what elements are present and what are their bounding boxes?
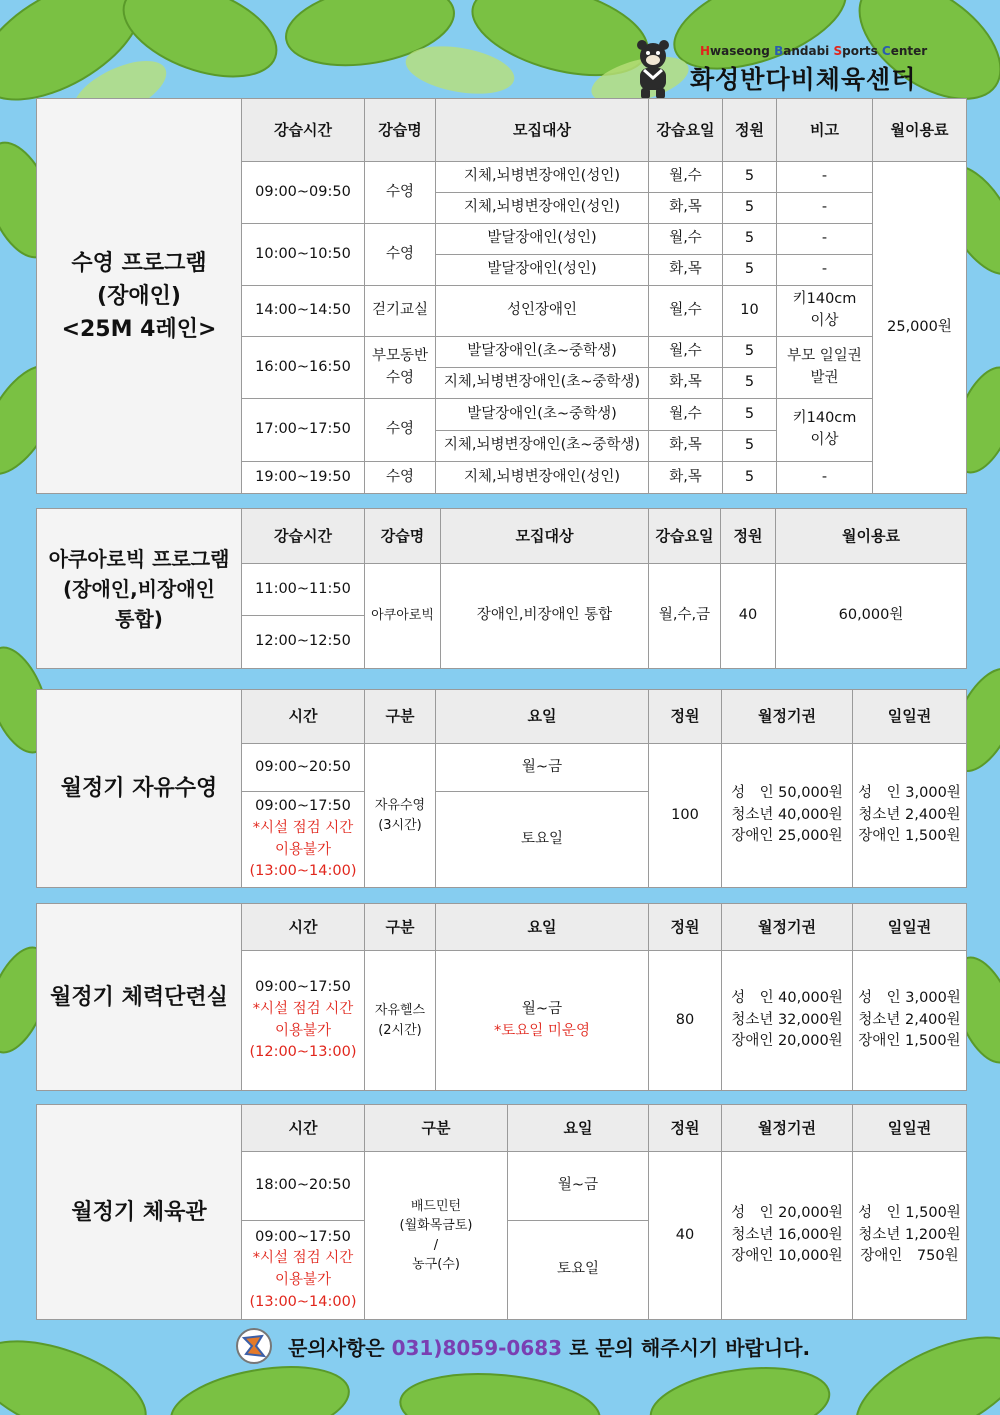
maintenance-notice: *시설 점검 시간 이용불가 (12:00~13:00)	[249, 1000, 357, 1061]
swim-days: 화,목	[669, 374, 702, 391]
swim-capacity: 5	[744, 168, 755, 185]
contact-phone-number[interactable]: 031)8059-0683	[391, 1336, 563, 1360]
hall-monthly-pass: 성 인 20,000원 청소년 16,000원 장애인 10,000원	[731, 1204, 843, 1265]
swim-target: 성인장애인	[506, 302, 578, 319]
swim-note: 부모 일일권 발권	[787, 347, 862, 386]
aquarobic-program-table	[36, 508, 967, 669]
swim-note: 키140cm 이상	[792, 410, 857, 448]
swim-time: 09:00~09:50	[255, 183, 351, 200]
hall-daily-pass: 성 인 1,500원 청소년 1,200원 장애인 750원	[858, 1204, 961, 1265]
free-swim-time: 09:00~17:50	[255, 798, 351, 814]
hall-time-weekday: 18:00~20:50	[255, 1177, 351, 1194]
header-days: 강습요일	[649, 509, 720, 563]
free-swim-day-saturday: 토요일	[520, 830, 564, 847]
swim-days: 월,수	[669, 302, 702, 319]
header-category: 구분	[365, 690, 435, 743]
aquarobic-program-title: 아쿠아로빅 프로그램 (장애인,비장애인 통합)	[37, 509, 242, 668]
free-swim-daily-pass: 성 인 3,000원 청소년 2,400원 장애인 1,500원	[858, 784, 961, 845]
swim-days: 월,수	[669, 343, 702, 360]
maintenance-notice: *시설 점검 시간 이용불가 (13:00~14:00)	[249, 1250, 357, 1310]
swim-target: 지체,뇌병변장애인(성인)	[464, 168, 620, 185]
header-class-time: 강습시간	[242, 509, 364, 563]
swim-days: 화,목	[669, 437, 702, 454]
maintenance-notice: *시설 점검 시간 이용불가 (13:00~14:00)	[249, 819, 357, 880]
header-capacity: 정원	[649, 1105, 721, 1151]
swim-time: 16:00~16:50	[255, 358, 351, 375]
swim-class-name: 수영	[385, 468, 414, 485]
swim-target: 발달장애인(성인)	[487, 261, 597, 278]
header-time: 시간	[242, 904, 364, 950]
swim-target: 지체,뇌병변장애인(초~중학생)	[443, 374, 641, 391]
swim-note: -	[821, 230, 828, 247]
bear-mascot-icon	[630, 40, 676, 100]
swim-time: 17:00~17:50	[255, 421, 351, 438]
gym-time	[242, 951, 364, 1090]
swim-note: -	[821, 199, 828, 216]
header-target: 모집대상	[441, 509, 648, 563]
swim-days: 화,목	[669, 199, 702, 216]
gym-daily-pass: 성 인 3,000원 청소년 2,400원 장애인 1,500원	[858, 989, 961, 1050]
swim-days: 월,수	[669, 230, 702, 247]
monthly-gymnasium-title: 월정기 체육관	[37, 1105, 242, 1319]
swim-capacity: 5	[744, 405, 755, 422]
gym-category: 자유헬스 (2시간)	[374, 1003, 426, 1038]
swim-capacity: 5	[744, 230, 755, 247]
header-monthly-pass: 월정기권	[722, 1105, 852, 1151]
gym-day-range: 월~금	[521, 1000, 563, 1017]
header-day: 요일	[436, 904, 648, 950]
swim-target: 발달장애인(초~중학생)	[467, 405, 617, 422]
swim-monthly-fee: 25,000원	[887, 318, 952, 335]
gym-monthly-pass: 성 인 40,000원 청소년 32,000원 장애인 20,000원	[731, 989, 843, 1050]
swim-capacity: 5	[744, 374, 755, 391]
brand-english-name: Hwaseong Bandabi Sports Center	[700, 44, 928, 58]
contact-footer	[0, 1324, 1000, 1364]
header-monthly-pass: 월정기권	[722, 904, 852, 950]
free-swim-capacity: 100	[671, 806, 699, 823]
header-capacity: 정원	[721, 509, 775, 563]
aquarobic-class-name: 아쿠아로빅	[371, 608, 434, 624]
swim-target: 발달장애인(성인)	[487, 230, 597, 247]
brand-header	[630, 40, 960, 100]
header-daily-pass: 일일권	[853, 904, 966, 950]
swim-days: 월,수	[669, 168, 702, 185]
swim-class-name: 부모동반 수영	[371, 347, 429, 386]
header-category: 구분	[365, 904, 435, 950]
free-swim-time-saturday	[242, 792, 364, 887]
hall-time-saturday	[242, 1221, 364, 1319]
swim-capacity: 5	[744, 199, 755, 216]
monthly-free-swim-title: 월정기 자유수영	[37, 690, 242, 887]
swim-capacity: 10	[740, 302, 759, 319]
header-capacity: 정원	[723, 99, 776, 161]
gym-day	[436, 951, 648, 1090]
aquarobic-days: 월,수,금	[658, 607, 711, 624]
center-emblem-icon	[236, 1328, 272, 1364]
gym-time-range: 09:00~17:50	[255, 979, 351, 995]
free-swim-time-weekday: 09:00~20:50	[255, 758, 351, 775]
swim-note: -	[821, 261, 828, 278]
swim-note: -	[821, 168, 828, 185]
header-monthly-fee: 월이용료	[873, 99, 966, 161]
aquarobic-capacity: 40	[738, 607, 758, 624]
swim-target: 지체,뇌병변장애인(초~중학생)	[443, 437, 641, 454]
swim-note: -	[821, 468, 828, 485]
aquarobic-target: 장애인,비장애인 통합	[476, 607, 613, 624]
swim-target: 발달장애인(초~중학생)	[467, 343, 617, 360]
swim-capacity: 5	[744, 343, 755, 360]
swim-capacity: 5	[744, 261, 755, 278]
hall-category: 배드민턴 (월화목금토) / 농구(수)	[399, 1198, 473, 1272]
header-capacity: 정원	[649, 904, 721, 950]
swim-class-name: 수영	[385, 183, 414, 200]
swim-capacity: 5	[744, 437, 755, 454]
hall-time: 09:00~17:50	[255, 1228, 351, 1245]
swim-target: 지체,뇌병변장애인(성인)	[464, 199, 620, 216]
swim-note: 키140cm 이상	[792, 291, 857, 329]
brand-korean-name: 화성반다비체육센터	[690, 65, 917, 94]
monthly-fitness-room-table	[36, 903, 967, 1091]
free-swim-monthly-pass: 성 인 50,000원 청소년 40,000원 장애인 25,000원	[731, 784, 843, 845]
swim-days: 화,목	[669, 468, 702, 485]
swim-program-title: 수영 프로그램 (장애인) <25M 4레인>	[37, 99, 242, 493]
header-days: 강습요일	[649, 99, 722, 161]
header-class-time: 강습시간	[242, 99, 364, 161]
swim-target: 지체,뇌병변장애인(성인)	[464, 468, 620, 485]
header-category: 구분	[365, 1105, 507, 1151]
header-capacity: 정원	[649, 690, 721, 743]
aquarobic-time: 12:00~12:50	[255, 633, 351, 650]
contact-message	[288, 1332, 810, 1361]
swim-program-table	[36, 98, 967, 494]
gym-capacity: 80	[675, 1011, 695, 1028]
swim-days: 월,수	[669, 405, 702, 422]
header-day: 요일	[508, 1105, 648, 1151]
header-time: 시간	[242, 1105, 364, 1151]
hall-day-weekday: 월~금	[557, 1177, 599, 1194]
hall-day-saturday: 토요일	[556, 1261, 600, 1278]
header-time: 시간	[242, 690, 364, 743]
free-swim-category: 자유수영 (3시간)	[374, 798, 426, 833]
monthly-fitness-room-title: 월정기 체력단련실	[37, 904, 242, 1090]
monthly-gymnasium-table	[36, 1104, 967, 1320]
header-day: 요일	[436, 690, 648, 743]
aquarobic-time: 11:00~11:50	[255, 580, 351, 597]
hall-capacity: 40	[675, 1226, 695, 1243]
header-note: 비고	[777, 99, 872, 161]
header-daily-pass: 일일권	[853, 690, 966, 743]
header-monthly-pass: 월정기권	[722, 690, 852, 743]
header-class-name: 강습명	[365, 99, 435, 161]
monthly-free-swim-table	[36, 689, 967, 888]
swim-time: 14:00~14:50	[255, 302, 351, 319]
aquarobic-monthly-fee: 60,000원	[838, 607, 904, 624]
header-class-name: 강습명	[365, 509, 440, 563]
swim-class-name: 수영	[385, 245, 414, 262]
contact-suffix: 로 문의 해주시기 바랍니다.	[569, 1336, 811, 1360]
saturday-closed-notice: *토요일 미운영	[494, 1022, 590, 1039]
header-monthly-fee: 월이용료	[776, 509, 966, 563]
swim-time: 19:00~19:50	[255, 468, 351, 485]
swim-class-name: 수영	[385, 421, 414, 438]
contact-prefix: 문의사항은	[288, 1336, 385, 1360]
swim-days: 화,목	[669, 261, 702, 278]
swim-time: 10:00~10:50	[255, 245, 351, 262]
free-swim-day-weekday: 월~금	[521, 758, 563, 775]
swim-class-name: 걷기교실	[371, 302, 429, 319]
header-target: 모집대상	[436, 99, 648, 161]
header-daily-pass: 일일권	[853, 1105, 966, 1151]
swim-capacity: 5	[744, 468, 755, 485]
